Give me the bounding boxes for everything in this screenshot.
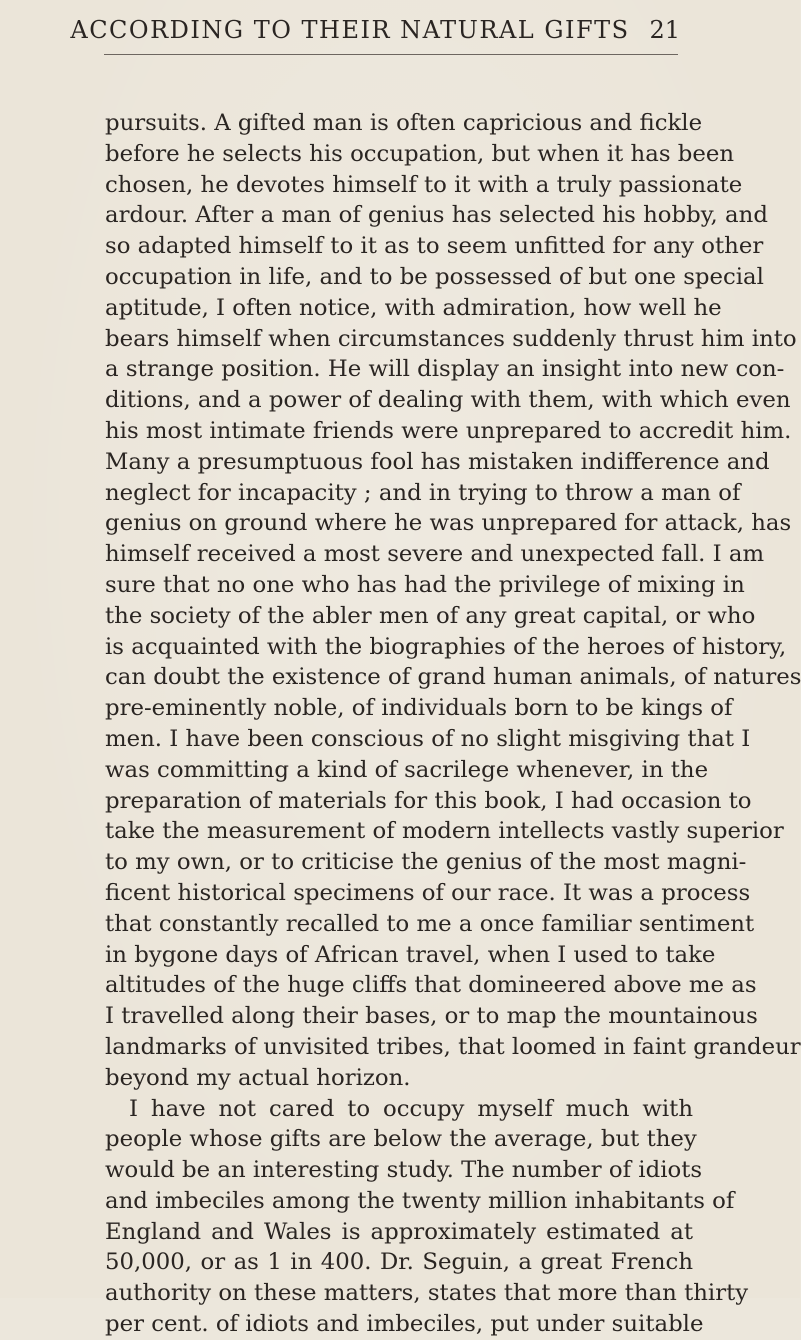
text-line: Many a presumptuous fool has mistaken indifference and — [105, 448, 770, 475]
text-line: ardour. After a man of genius has selected his hobby, and — [105, 202, 768, 229]
text-line: bears himself when circumstances suddenly thrust him into — [105, 325, 797, 352]
text-line: pre-eminently noble, of individuals born to be kings of — [105, 695, 733, 722]
text-line: can doubt the existence of grand human animals, of natures — [105, 664, 801, 691]
header-rule — [104, 54, 678, 55]
text-line: to my own, or to criticise the genius of the most magni- — [105, 849, 747, 876]
text-line: preparation of materials for this book, I had occasion to — [105, 787, 752, 814]
text-line: take the measurement of modern intellects vastly superior — [105, 818, 784, 845]
text-line: ficent historical specimens of our race. It was a process — [105, 879, 751, 906]
text-line: the society of the abler men of any great capital, or who — [105, 602, 756, 629]
text-line: chosen, he devotes himself to it with a truly passionate — [105, 171, 743, 198]
text-line: his most intimate friends were unprepared to accredit him. — [105, 417, 792, 444]
text-line: would be an interesting study. The number of idiots — [105, 1157, 703, 1184]
text-line: in bygone days of African travel, when I used to take — [105, 941, 716, 968]
text-line: and imbeciles among the twenty million inhabitants of — [105, 1187, 735, 1214]
text-line: per cent. of idiots and imbeciles, put under suitable — [105, 1311, 704, 1338]
running-head — [60, 10, 680, 50]
text-line: beyond my actual horizon. — [105, 1064, 411, 1091]
text-line: so adapted himself to it as to seem unfitted for any other — [105, 233, 764, 260]
text-line: I have not cared to occupy myself much with — [129, 1095, 693, 1122]
text-line: occupation in life, and to be possessed of but one special — [105, 263, 764, 290]
text-line: altitudes of the huge cliffs that domineered above me as — [105, 972, 757, 999]
text-line: ditions, and a power of dealing with them, with which even — [105, 387, 791, 414]
text-line: genius on ground where he was unprepared for attack, has — [105, 510, 792, 537]
text-line: a strange position. He will display an insight into new con- — [105, 356, 785, 383]
text-line: is acquainted with the biographies of the heroes of history, — [105, 633, 787, 660]
text-line: I travelled along their bases, or to map the mountainous — [105, 1003, 758, 1030]
text-line: was committing a kind of sacrilege whenever, in the — [105, 756, 709, 783]
text-line: himself received a most severe and unexpected fall. I am — [105, 541, 765, 568]
text-line: before he selects his occupation, but when it has been — [105, 140, 735, 167]
text-line: neglect for incapacity ; and in trying to throw a man of — [105, 479, 741, 506]
text-line: landmarks of unvisited tribes, that loomed in faint grandeur — [105, 1033, 801, 1060]
text-line: sure that no one who has had the privilege of mixing in — [105, 571, 745, 598]
text-line: 50,000, or as 1 in 400. Dr. Seguin, a great French — [105, 1249, 693, 1276]
body-text — [105, 108, 801, 1340]
page-number: 21 — [649, 16, 680, 44]
text-line: England and Wales is approximately estimated at — [105, 1218, 693, 1245]
text-line: people whose gifts are below the average, but they — [105, 1126, 697, 1153]
text-line: pursuits. A gifted man is often capricious and fickle — [105, 110, 703, 136]
text-line: authority on these matters, states that more than thirty — [105, 1280, 749, 1307]
text-line: aptitude, I often notice, with admiration, how well he — [105, 294, 722, 321]
running-title: ACCORDING TO THEIR NATURAL GIFTS — [70, 16, 630, 44]
text-line: men. I have been conscious of no slight misgiving that I — [105, 725, 751, 752]
text-line: that constantly recalled to me a once familiar sentiment — [105, 910, 755, 937]
